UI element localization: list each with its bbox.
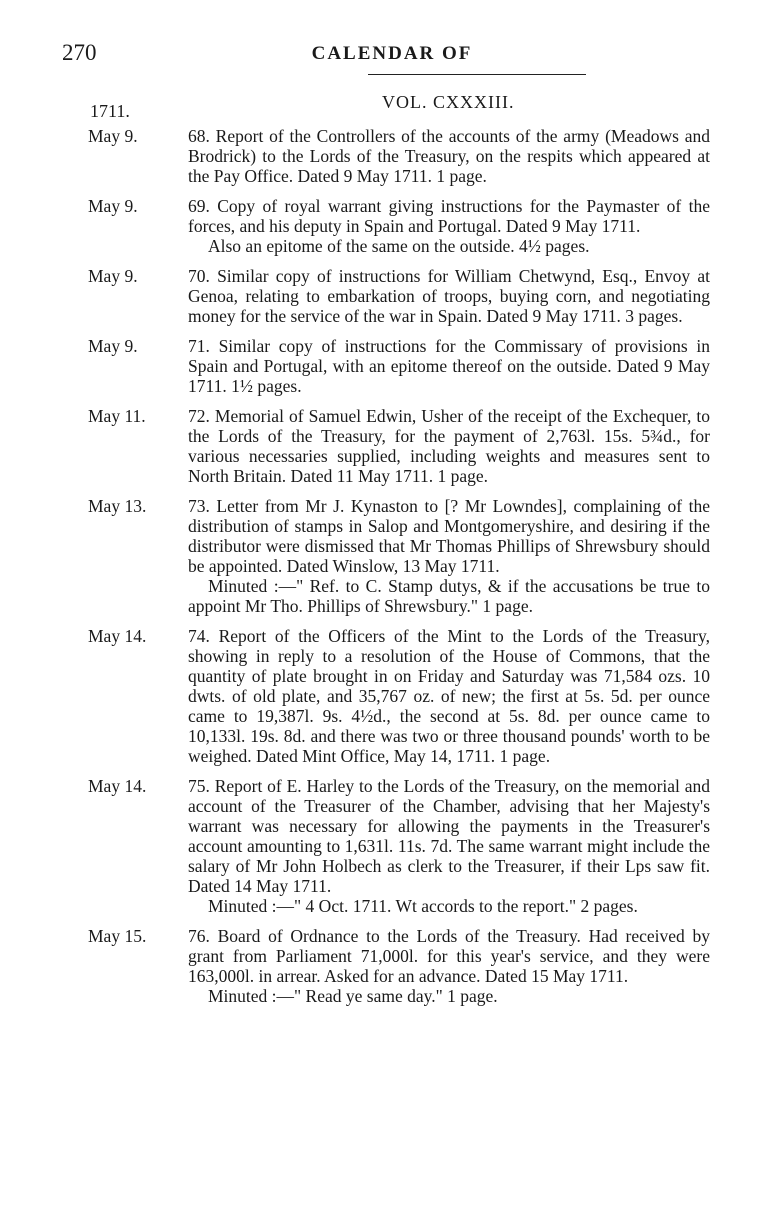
entry-date: May 15. (88, 926, 147, 946)
entry-date: May 9. (88, 196, 138, 216)
entry-date: May 9. (88, 336, 138, 356)
entry (88, 776, 710, 916)
running-title: CALENDAR OF (311, 43, 473, 64)
entry-date: May 9. (88, 126, 138, 146)
entry-text: 69. Copy of royal warrant giving instructions for the Paymaster of the forces, and his deputy in Spain and Portugal. Dated 9 May 1711. (188, 196, 710, 236)
volume-label: VOL. CXXXIII. (382, 92, 515, 112)
entry-minute: Minuted :—" Ref. to C. Stamp dutys, & if the accusations be true to appoint Mr Tho. Phillips of Shrewsbury." 1 page. (188, 576, 710, 616)
year-label: 1711. (90, 101, 130, 121)
entry-note: Also an epitome of the same on the outside. 4½ pages. (208, 236, 590, 256)
entry-text: 76. Board of Ordnance to the Lords of the Treasury. Had received by grant from Parliament 71,000l. for this year's service, and they were 163,000l. in arrear. Asked for an advance. Dated 15 May 1711. (188, 926, 710, 986)
entry-date: May 13. (88, 496, 147, 516)
entry-minute: Minuted :—" Read ye same day." 1 page. (208, 986, 498, 1006)
entry-text: 71. Similar copy of instructions for the Commissary of provisions in Spain and Portugal, with an epitome thereof on the outside. Dated 9 May 1711. 1½ pages. (188, 336, 710, 396)
page-header (62, 40, 722, 70)
entry (88, 336, 710, 396)
entry (88, 626, 710, 766)
entry-text: 72. Memorial of Samuel Edwin, Usher of the receipt of the Exchequer, to the Lords of the Treasury, for the payment of 2,763l. 15s. 5¾d., for various necessaries supplied, including weights and measures sent to North Britain. Dated 11 May 1711. 1 page. (188, 406, 710, 486)
entry-date: May 14. (88, 626, 147, 646)
entry-text: 74. Report of the Officers of the Mint to the Lords of the Treasury, showing in reply to a resolution of the House of Commons, that the quantity of plate brought in on Friday and Saturday was 71,584 ozs. 10 dwts. of old plate, and 35,767 oz. of new; the first at 5s. 5d. per ounce came to 19,387l. 9s. 4½d., the second at 5s. 8d. per ounce came to 10,133l. 19s. 8d. and there was two or three thousand pounds' worth to be weighed. Dated Mint Office, May 14, 1711. 1 page. (188, 626, 710, 766)
entry-date: May 11. (88, 406, 146, 426)
entry (88, 926, 710, 1006)
entry (88, 196, 710, 256)
entry (88, 496, 710, 616)
entry-date: May 14. (88, 776, 147, 796)
entry-date: May 9. (88, 266, 138, 286)
entry-minute: Minuted :—" 4 Oct. 1711. Wt accords to the report." 2 pages. (208, 896, 638, 916)
header-rule (368, 74, 586, 75)
entry-text: 73. Letter from Mr J. Kynaston to [? Mr Lowndes], complaining of the distribution of stamps in Salop and Montgomeryshire, and desiring if the distributor were dismissed that Mr Thomas Phillips of Shrewsbury should be appointed. Dated Winslow, 13 May 1711. (188, 496, 710, 576)
entry (88, 406, 710, 486)
entry (88, 266, 710, 326)
entry-text: 70. Similar copy of instructions for William Chetwynd, Esq., Envoy at Genoa, relating to embarkation of troops, buying corn, and negotiating money for the service of the war in Spain. Dated 9 May 1711. 3 pages. (188, 266, 710, 326)
entry-text: 75. Report of E. Harley to the Lords of the Treasury, on the memorial and account of the Treasurer of the Chamber, advising that her Majesty's warrant was necessary for allowing the payments in the Treasurer's account amounting to 1,631l. 11s. 7d. The same warrant might include the salary of Mr John Holbech as clerk to the Treasurer, if their Lps saw fit. Dated 14 May 1711. (188, 776, 710, 896)
entry (88, 126, 710, 186)
entries-list (88, 126, 710, 1016)
page-number: 270 (62, 40, 97, 65)
entry-text: 68. Report of the Controllers of the accounts of the army (Meadows and Brodrick) to the Lords of the Treasury, on the respits which appeared at the Pay Office. Dated 9 May 1711. 1 page. (188, 126, 710, 186)
